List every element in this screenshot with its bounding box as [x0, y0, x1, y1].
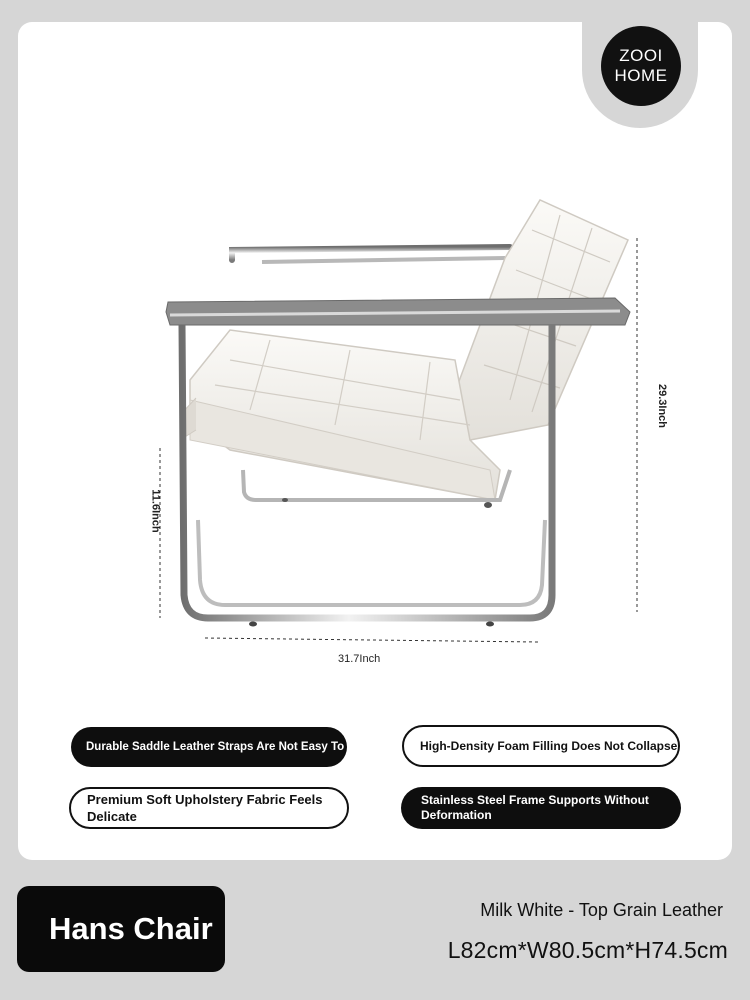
- product-variant: Milk White - Top Grain Leather: [480, 900, 723, 920]
- feature-badge-steel-frame: [401, 787, 681, 829]
- product-title-box: [17, 886, 225, 972]
- feature-badge-upholstery: [69, 787, 349, 829]
- feature-label: Premium Soft Upholstery Fabric Feels Delicate: [87, 792, 323, 824]
- product-size: L82cm*W80.5cm*H74.5cm: [447, 937, 728, 963]
- width-dimension-label: 31.7Inch: [338, 653, 381, 665]
- chair-seat: [180, 330, 500, 500]
- height-dimension-label: 29.3Inch: [656, 383, 669, 429]
- feature-label: High-Density Foam Filling Does Not Collapse: [420, 739, 678, 753]
- feature-badge-leather-straps: [71, 727, 380, 767]
- feature-label: Stainless Steel Frame Supports Without Deformation: [421, 793, 649, 822]
- back-frame: [232, 247, 510, 300]
- front-armrest: [166, 298, 630, 325]
- product-name: Hans Chair: [49, 911, 213, 946]
- feature-label: Durable Saddle Leather Straps Are Not Easy To Break: [86, 741, 380, 753]
- seat-height-dimension-label: 11.6Inch: [149, 489, 162, 533]
- feature-badge-foam-filling: [402, 725, 680, 767]
- logo-line-2: HOME: [614, 66, 668, 85]
- logo-line-1: ZOOI: [619, 46, 663, 65]
